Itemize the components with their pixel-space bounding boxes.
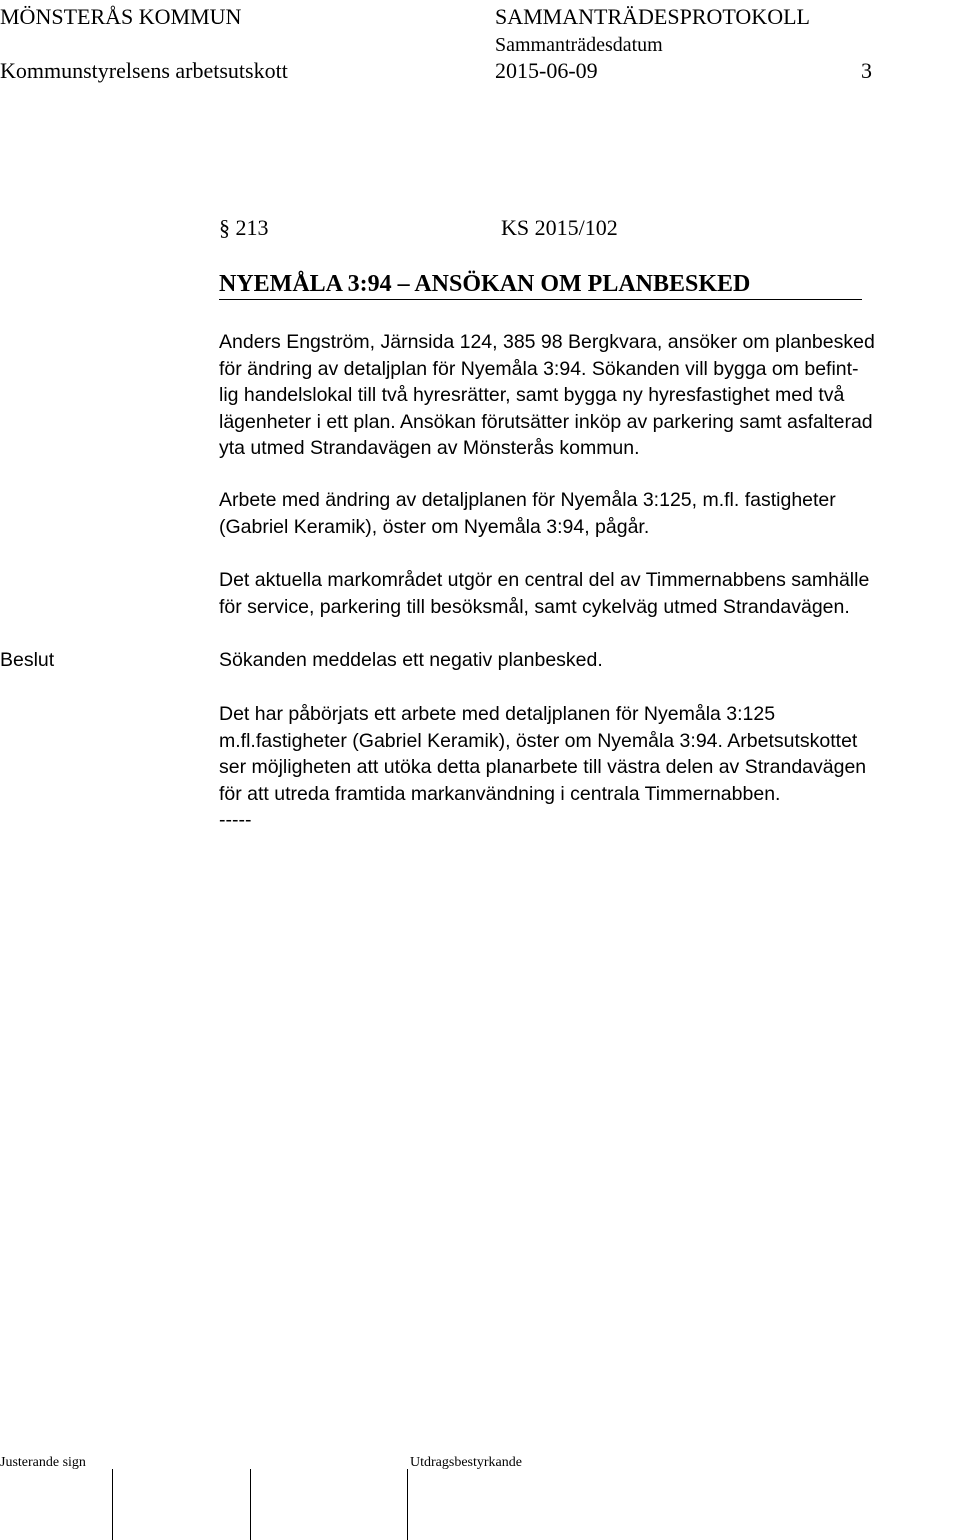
item-title: NYEMÅLA 3:94 – ANSÖKAN OM PLANBESKED (219, 271, 751, 297)
justering-label: Justerande sign (0, 1455, 86, 1470)
municipality-name: MÖNSTERÅS KOMMUN (0, 4, 242, 29)
title-underline (219, 299, 862, 300)
text-line: m.fl.fastigheter (Gabriel Keramik), öster om Nyemåla 3:94. Arbetsutskottet (219, 729, 858, 752)
utdrag-label: Utdragsbestyrkande (410, 1455, 522, 1470)
text-line: för service, parkering till besöksmål, samt cykelväg utmed Strandavägen. (219, 595, 850, 618)
document-type: SAMMANTRÄDESPROTOKOLL (495, 4, 810, 29)
committee-name: Kommunstyrelsens arbetsutskott (0, 58, 288, 83)
text-line: Det har påbörjats ett arbete med detaljplanen för Nyemåla 3:125 (219, 703, 776, 725)
text-line: Anders Engström, Järnsida 124, 385 98 Bergkvara, ansöker om planbesked (219, 331, 875, 353)
case-number: KS 2015/102 (501, 215, 618, 240)
paragraph-number (219, 214, 269, 242)
signature-divider (112, 1469, 113, 1540)
text-line: för att utreda framtida markanvändning i centrala Timmernabben. (219, 782, 781, 805)
text-line: lig handelslokal till två hyresrätter, samt bygga ny hyresfastighet med två (219, 384, 845, 406)
body-paragraph-application (219, 329, 919, 462)
item-number: 213 (235, 215, 269, 240)
text-line: för ändring av detaljplan för Nyemåla 3:94. Sökanden vill bygga om befint- (219, 357, 859, 380)
page-number: 3 (861, 58, 872, 83)
decision-paragraph-outcome (219, 647, 919, 674)
paragraph-symbol: § (219, 215, 230, 240)
signature-divider (407, 1469, 408, 1540)
decision-paragraph-motivation (219, 701, 919, 807)
text-line: Arbete med ändring av detaljplanen för Nyemåla 3:125, m.fl. fastigheter (219, 489, 836, 511)
signature-divider (250, 1469, 251, 1540)
meeting-date: 2015-06-09 (495, 58, 598, 83)
end-mark: ----- (219, 809, 252, 831)
meeting-date-label: Sammanträdesdatum (495, 34, 663, 56)
text-line: Det aktuella markområdet utgör en central del av Timmernabbens samhälle (219, 569, 870, 591)
body-paragraph-land-area (219, 567, 919, 620)
text-line: lägenheter i ett plan. Ansökan förutsätter inköp av parkering samt asfalterad (219, 410, 873, 433)
body-paragraph-ongoing-work (219, 487, 919, 540)
text-line: yta utmed Strandavägen av Mönsterås kommun. (219, 437, 640, 459)
text-line: (Gabriel Keramik), öster om Nyemåla 3:94, pågår. (219, 515, 650, 538)
decision-label: Beslut (0, 649, 55, 671)
text-line: ser möjligheten att utöka detta planarbete till västra delen av Strandavägen (219, 756, 867, 778)
text-line: Sökanden meddelas ett negativ planbesked. (219, 649, 603, 671)
